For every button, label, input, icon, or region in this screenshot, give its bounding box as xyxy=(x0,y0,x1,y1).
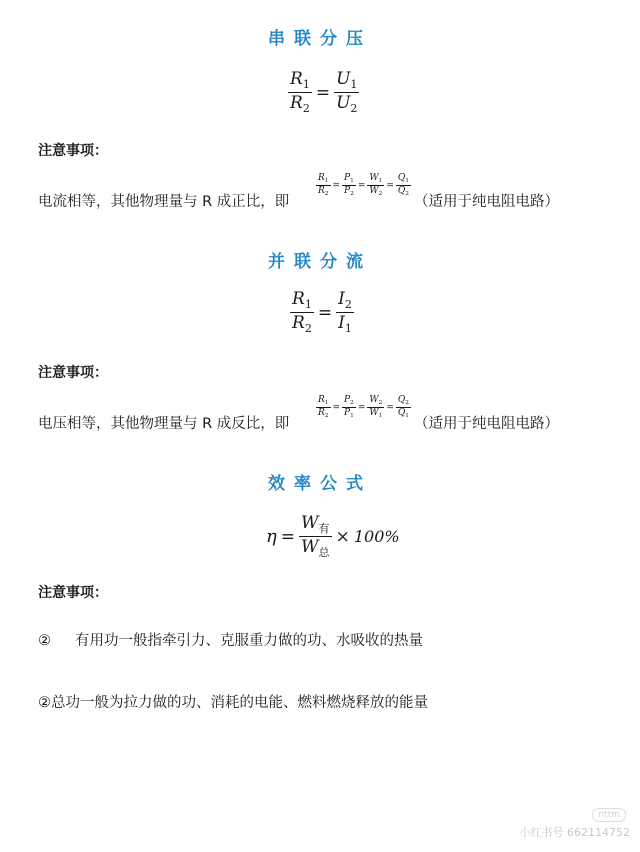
note-text-series: 电流相等，其他物理量与 R 成正比，即 xyxy=(38,194,290,210)
note-label-series: 注意事项： xyxy=(38,143,108,159)
list-item xyxy=(38,629,423,650)
note-suffix-parallel: （适用于纯电阻电路） xyxy=(414,416,559,432)
note-label-parallel: 注意事项： xyxy=(38,365,108,381)
list-item-text: 总功一般为拉力做的功、消耗的电能、燃料燃烧释放的能量 xyxy=(51,695,428,711)
fraction-r1-r2: $\frac{R_1}{R_2}$ xyxy=(290,69,310,115)
list-marker: ② xyxy=(38,633,51,649)
efficiency-formula: η = $\frac{W_有}{W_总}$ × 100% xyxy=(266,513,400,559)
fraction-u1-u2: $\frac{U_1}{U_2}$ xyxy=(336,69,358,115)
watermark-text: 小红书号 662114752 xyxy=(519,826,630,839)
note-label-efficiency: 注意事项： xyxy=(38,585,108,601)
list-marker: ② xyxy=(38,695,51,711)
fraction-r1-r2: $\frac{R_1}{R_2}$ xyxy=(292,289,312,335)
watermark-badge: nttm xyxy=(592,808,626,822)
section-title-efficiency: 效率公式 xyxy=(268,474,372,494)
list-item xyxy=(38,691,428,712)
section-title-series: 串联分压 xyxy=(268,29,372,49)
eta-symbol: η xyxy=(266,526,277,547)
fraction-w-useful-total: $\frac{W_有}{W_总}$ xyxy=(301,513,330,559)
series-formula: $\frac{R_1}{R_2}$ = $\frac{U_1}{U_2}$ xyxy=(290,69,358,115)
note-suffix-series: （适用于纯电阻电路） xyxy=(414,194,559,210)
inline-formula-series: $\frac{R_1}{R_2}$ = $\frac{P_1}{P_2}$ = $\frac{W_1}{W_2}$ = $\frac{Q_1}{Q_2}$ xyxy=(318,173,410,198)
parallel-formula: $\frac{R_1}{R_2}$ = $\frac{I_2}{I_1}$ xyxy=(292,289,352,335)
section-title-parallel: 并联分流 xyxy=(268,252,372,272)
note-text-parallel: 电压相等，其他物理量与 R 成反比，即 xyxy=(38,416,290,432)
fraction-i2-i1: $\frac{I_2}{I_1}$ xyxy=(338,289,352,335)
inline-formula-parallel: $\frac{R_1}{R_2}$ = $\frac{P_2}{P_1}$ = $\frac{W_2}{W_1}$ = $\frac{Q_2}{Q_1}$ xyxy=(318,395,410,420)
list-item-text: 有用功一般指牵引力、克服重力做的功、水吸收的热量 xyxy=(75,633,423,649)
